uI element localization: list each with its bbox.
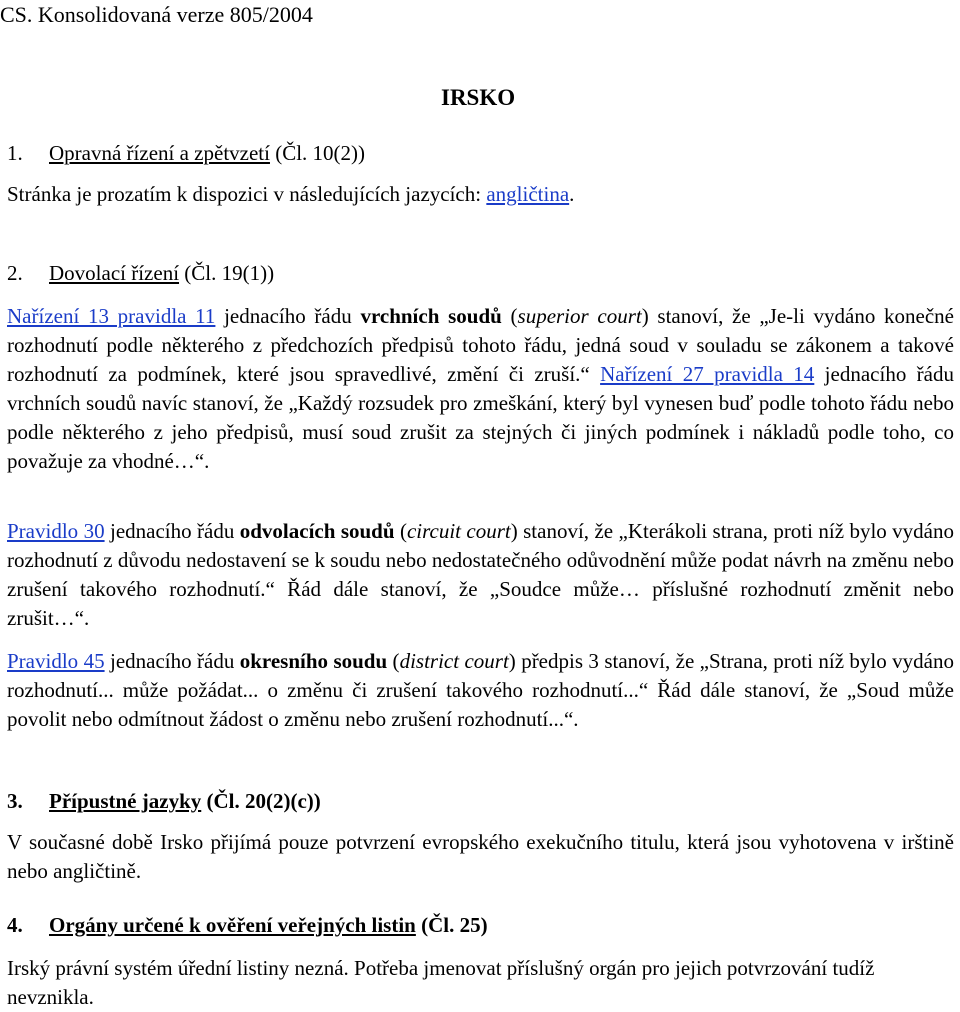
section-3-text: V současné době Irsko přijímá pouze potvrzení evropského exekučního titulu, která jsou vyhotovena v irštině nebo angličtině. <box>7 830 954 883</box>
text-fragment: jednacího řádu <box>215 304 361 328</box>
section-4-title: Orgány určené k ověření veřejných listin <box>49 913 416 937</box>
section-4-number: 4. <box>7 913 23 937</box>
section-4-text: Irský právní systém úřední listiny nezná. Potřeba jmenovat příslušný orgán pro jejich potvrzování tudíž nevznikla. <box>7 956 875 1009</box>
bold-term: odvolacích soudů <box>239 519 395 543</box>
section-3-title: Přípustné jazyky <box>49 789 202 813</box>
section-1-period: . <box>569 182 575 206</box>
country-title: IRSKO <box>441 85 516 110</box>
text-fragment: jednacího řádu <box>104 649 240 673</box>
section-3-ref: (Čl. 20(2)(c)) <box>201 789 321 813</box>
section-2-paragraph-1 <box>7 302 954 476</box>
section-1-text <box>7 180 954 209</box>
link-rule-30[interactable]: Pravidlo 30 <box>7 519 105 543</box>
link-rule-45[interactable]: Pravidlo 45 <box>7 649 105 673</box>
bold-term: okresního soudu <box>239 649 388 673</box>
text-fragment: ( <box>501 304 518 328</box>
section-1-ref: (Čl. 10(2)) <box>269 141 366 165</box>
document-header: CS. Konsolidovaná verze 805/2004 <box>0 2 313 27</box>
text-fragment: jednacího řádu vrchních soudů navíc stanoví, že „Každý rozsudek pro zmeškání, který byl vynesen buď podle tohoto řádu nebo podle některého z jeho předpisů, musí soud zrušit za stejných či jiných podmínek i nákladů podle toho, co považuje za vhodné…“. <box>7 362 955 473</box>
text-fragment: jednacího řádu <box>104 519 240 543</box>
section-1-title: Opravná řízení a zpětvzetí <box>49 141 270 165</box>
text-fragment: ) stanoví, že „Je-li vydáno konečné rozhodnutí podle některého z předchozích předpisů tohoto řádu, jedná soud v souladu se zákonem a takové rozhodnutí za podmínek, které jsou spravedlivé, změní či zruší.“ <box>7 304 955 386</box>
section-2-number: 2. <box>7 261 23 285</box>
section-4-heading <box>7 911 954 940</box>
section-1-sentence: Stránka je prozatím k dispozici v následujících jazycích: <box>7 182 487 206</box>
bold-term: vrchních soudů <box>360 304 502 328</box>
section-2-paragraph-2 <box>7 517 954 633</box>
link-rule-27-14[interactable]: Nařízení 27 pravidla 14 <box>600 362 815 386</box>
section-3-heading <box>7 787 954 816</box>
text-fragment: ( <box>394 519 407 543</box>
section-2-ref: (Čl. 19(1)) <box>179 261 275 285</box>
text-fragment: ) předpis 3 stanoví, že „Strana, proti níž bylo vydáno rozhodnutí... může požádat... o změnu či zrušení takového rozhodnutí...“ Řád dále stanoví, že „Soud může povolit nebo odmítnout žádost o změnu nebo zrušení rozhodnutí...“. <box>7 649 954 731</box>
section-3-number: 3. <box>7 789 23 813</box>
section-1-heading <box>7 139 954 168</box>
link-rule-13-11[interactable]: Nařízení 13 pravidla 11 <box>7 304 216 328</box>
link-english[interactable]: angličtina <box>486 182 570 206</box>
italic-term: circuit court <box>406 519 511 543</box>
section-2-paragraph-3 <box>7 647 954 734</box>
section-1-number: 1. <box>7 141 23 165</box>
italic-term: district court <box>399 649 509 673</box>
text-fragment: ( <box>387 649 400 673</box>
section-2-heading <box>7 259 954 288</box>
section-2-title: Dovolací řízení <box>49 261 180 285</box>
italic-term: superior court <box>517 304 642 328</box>
section-4-ref: (Čl. 25) <box>415 913 488 937</box>
text-fragment: ) stanoví, že „Kterákoli strana, proti níž bylo vydáno rozhodnutí z důvodu nedostavení se k soudu nebo nedostatečného odůvodnění může podat návrh na změnu nebo zrušení takového rozhodnutí.“ Řád dále stanoví, že „Soudce může… příslušné rozhodnutí změnit nebo zrušit…“. <box>7 519 955 630</box>
